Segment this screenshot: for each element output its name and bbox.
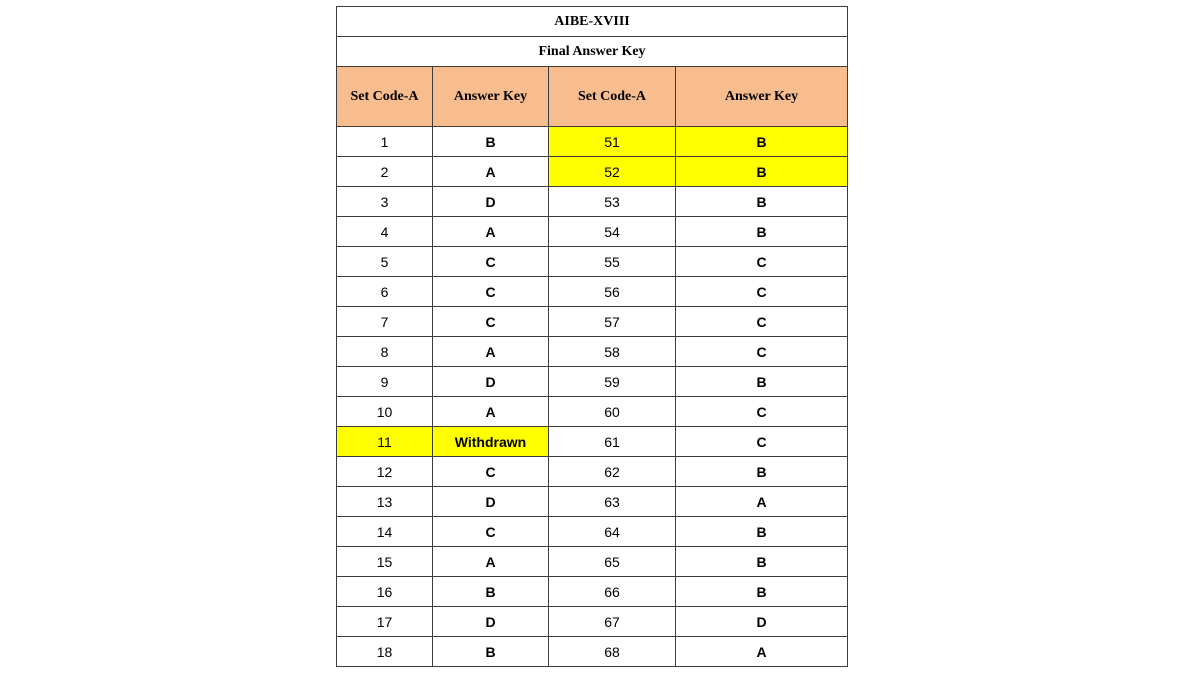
table-row: [337, 247, 848, 277]
answer-right: D: [676, 607, 848, 637]
answer-right: B: [676, 157, 848, 187]
answer-right: C: [676, 277, 848, 307]
answer-left: D: [433, 607, 549, 637]
table-row: [337, 307, 848, 337]
question-number-right: 55: [549, 247, 676, 277]
question-number-right: 57: [549, 307, 676, 337]
table-row: [337, 547, 848, 577]
answer-left: A: [433, 397, 549, 427]
table-row: [337, 427, 848, 457]
table-row: [337, 217, 848, 247]
question-number-left: 6: [337, 277, 433, 307]
question-number-right: 59: [549, 367, 676, 397]
question-number-right: 60: [549, 397, 676, 427]
answer-left: C: [433, 247, 549, 277]
answer-left: B: [433, 127, 549, 157]
answer-left: C: [433, 517, 549, 547]
document-subtitle: Final Answer Key: [337, 37, 848, 67]
answer-right: B: [676, 547, 848, 577]
answer-right: C: [676, 397, 848, 427]
question-number-left: 10: [337, 397, 433, 427]
table-row: [337, 277, 848, 307]
header-set-code-left: Set Code-A: [337, 67, 433, 127]
answer-right: B: [676, 187, 848, 217]
question-number-left: 14: [337, 517, 433, 547]
answer-left: A: [433, 217, 549, 247]
question-number-right: 53: [549, 187, 676, 217]
document-title: AIBE-XVIII: [337, 7, 848, 37]
answer-key-table: [336, 6, 848, 667]
question-number-left: 9: [337, 367, 433, 397]
answer-right: B: [676, 457, 848, 487]
table-row: [337, 607, 848, 637]
table-row: [337, 157, 848, 187]
question-number-left: 17: [337, 607, 433, 637]
question-number-left: 2: [337, 157, 433, 187]
question-number-left: 1: [337, 127, 433, 157]
table-row: [337, 577, 848, 607]
question-number-right: 61: [549, 427, 676, 457]
answer-key-sheet: [336, 6, 847, 667]
question-number-right: 65: [549, 547, 676, 577]
table-row: [337, 187, 848, 217]
table-row: [337, 367, 848, 397]
question-number-left: 4: [337, 217, 433, 247]
answer-left: A: [433, 337, 549, 367]
answer-right: A: [676, 487, 848, 517]
question-number-right: 64: [549, 517, 676, 547]
column-header-row: [337, 67, 848, 127]
answer-right: B: [676, 217, 848, 247]
question-number-left: 3: [337, 187, 433, 217]
question-number-left: 13: [337, 487, 433, 517]
header-set-code-right: Set Code-A: [549, 67, 676, 127]
question-number-right: 58: [549, 337, 676, 367]
question-number-left: 16: [337, 577, 433, 607]
header-answer-key-right: Answer Key: [676, 67, 848, 127]
answer-left: A: [433, 157, 549, 187]
answer-left: D: [433, 487, 549, 517]
table-row: [337, 487, 848, 517]
table-row: [337, 517, 848, 547]
answer-left: B: [433, 637, 549, 667]
question-number-left: 12: [337, 457, 433, 487]
question-number-left: 8: [337, 337, 433, 367]
question-number-right: 67: [549, 607, 676, 637]
question-number-right: 68: [549, 637, 676, 667]
question-number-right: 62: [549, 457, 676, 487]
answer-left: C: [433, 307, 549, 337]
answer-left: B: [433, 577, 549, 607]
question-number-right: 51: [549, 127, 676, 157]
question-number-right: 52: [549, 157, 676, 187]
question-number-left: 11: [337, 427, 433, 457]
question-number-left: 7: [337, 307, 433, 337]
table-row: [337, 127, 848, 157]
answer-left: D: [433, 367, 549, 397]
table-row: [337, 637, 848, 667]
answer-right: B: [676, 367, 848, 397]
table-row: [337, 457, 848, 487]
question-number-left: 15: [337, 547, 433, 577]
answer-right: C: [676, 307, 848, 337]
question-number-left: 5: [337, 247, 433, 277]
answer-right: C: [676, 337, 848, 367]
answer-left: D: [433, 187, 549, 217]
question-number-right: 66: [549, 577, 676, 607]
answer-left: C: [433, 277, 549, 307]
answer-left: Withdrawn: [433, 427, 549, 457]
answer-rows: [337, 127, 848, 667]
answer-left: A: [433, 547, 549, 577]
question-number-right: 63: [549, 487, 676, 517]
answer-left: C: [433, 457, 549, 487]
question-number-right: 56: [549, 277, 676, 307]
question-number-right: 54: [549, 217, 676, 247]
question-number-left: 18: [337, 637, 433, 667]
table-row: [337, 337, 848, 367]
answer-right: B: [676, 127, 848, 157]
answer-right: A: [676, 637, 848, 667]
answer-right: B: [676, 517, 848, 547]
answer-right: C: [676, 427, 848, 457]
title-row: [337, 7, 848, 37]
answer-right: B: [676, 577, 848, 607]
table-row: [337, 397, 848, 427]
subtitle-row: [337, 37, 848, 67]
header-answer-key-left: Answer Key: [433, 67, 549, 127]
answer-right: C: [676, 247, 848, 277]
